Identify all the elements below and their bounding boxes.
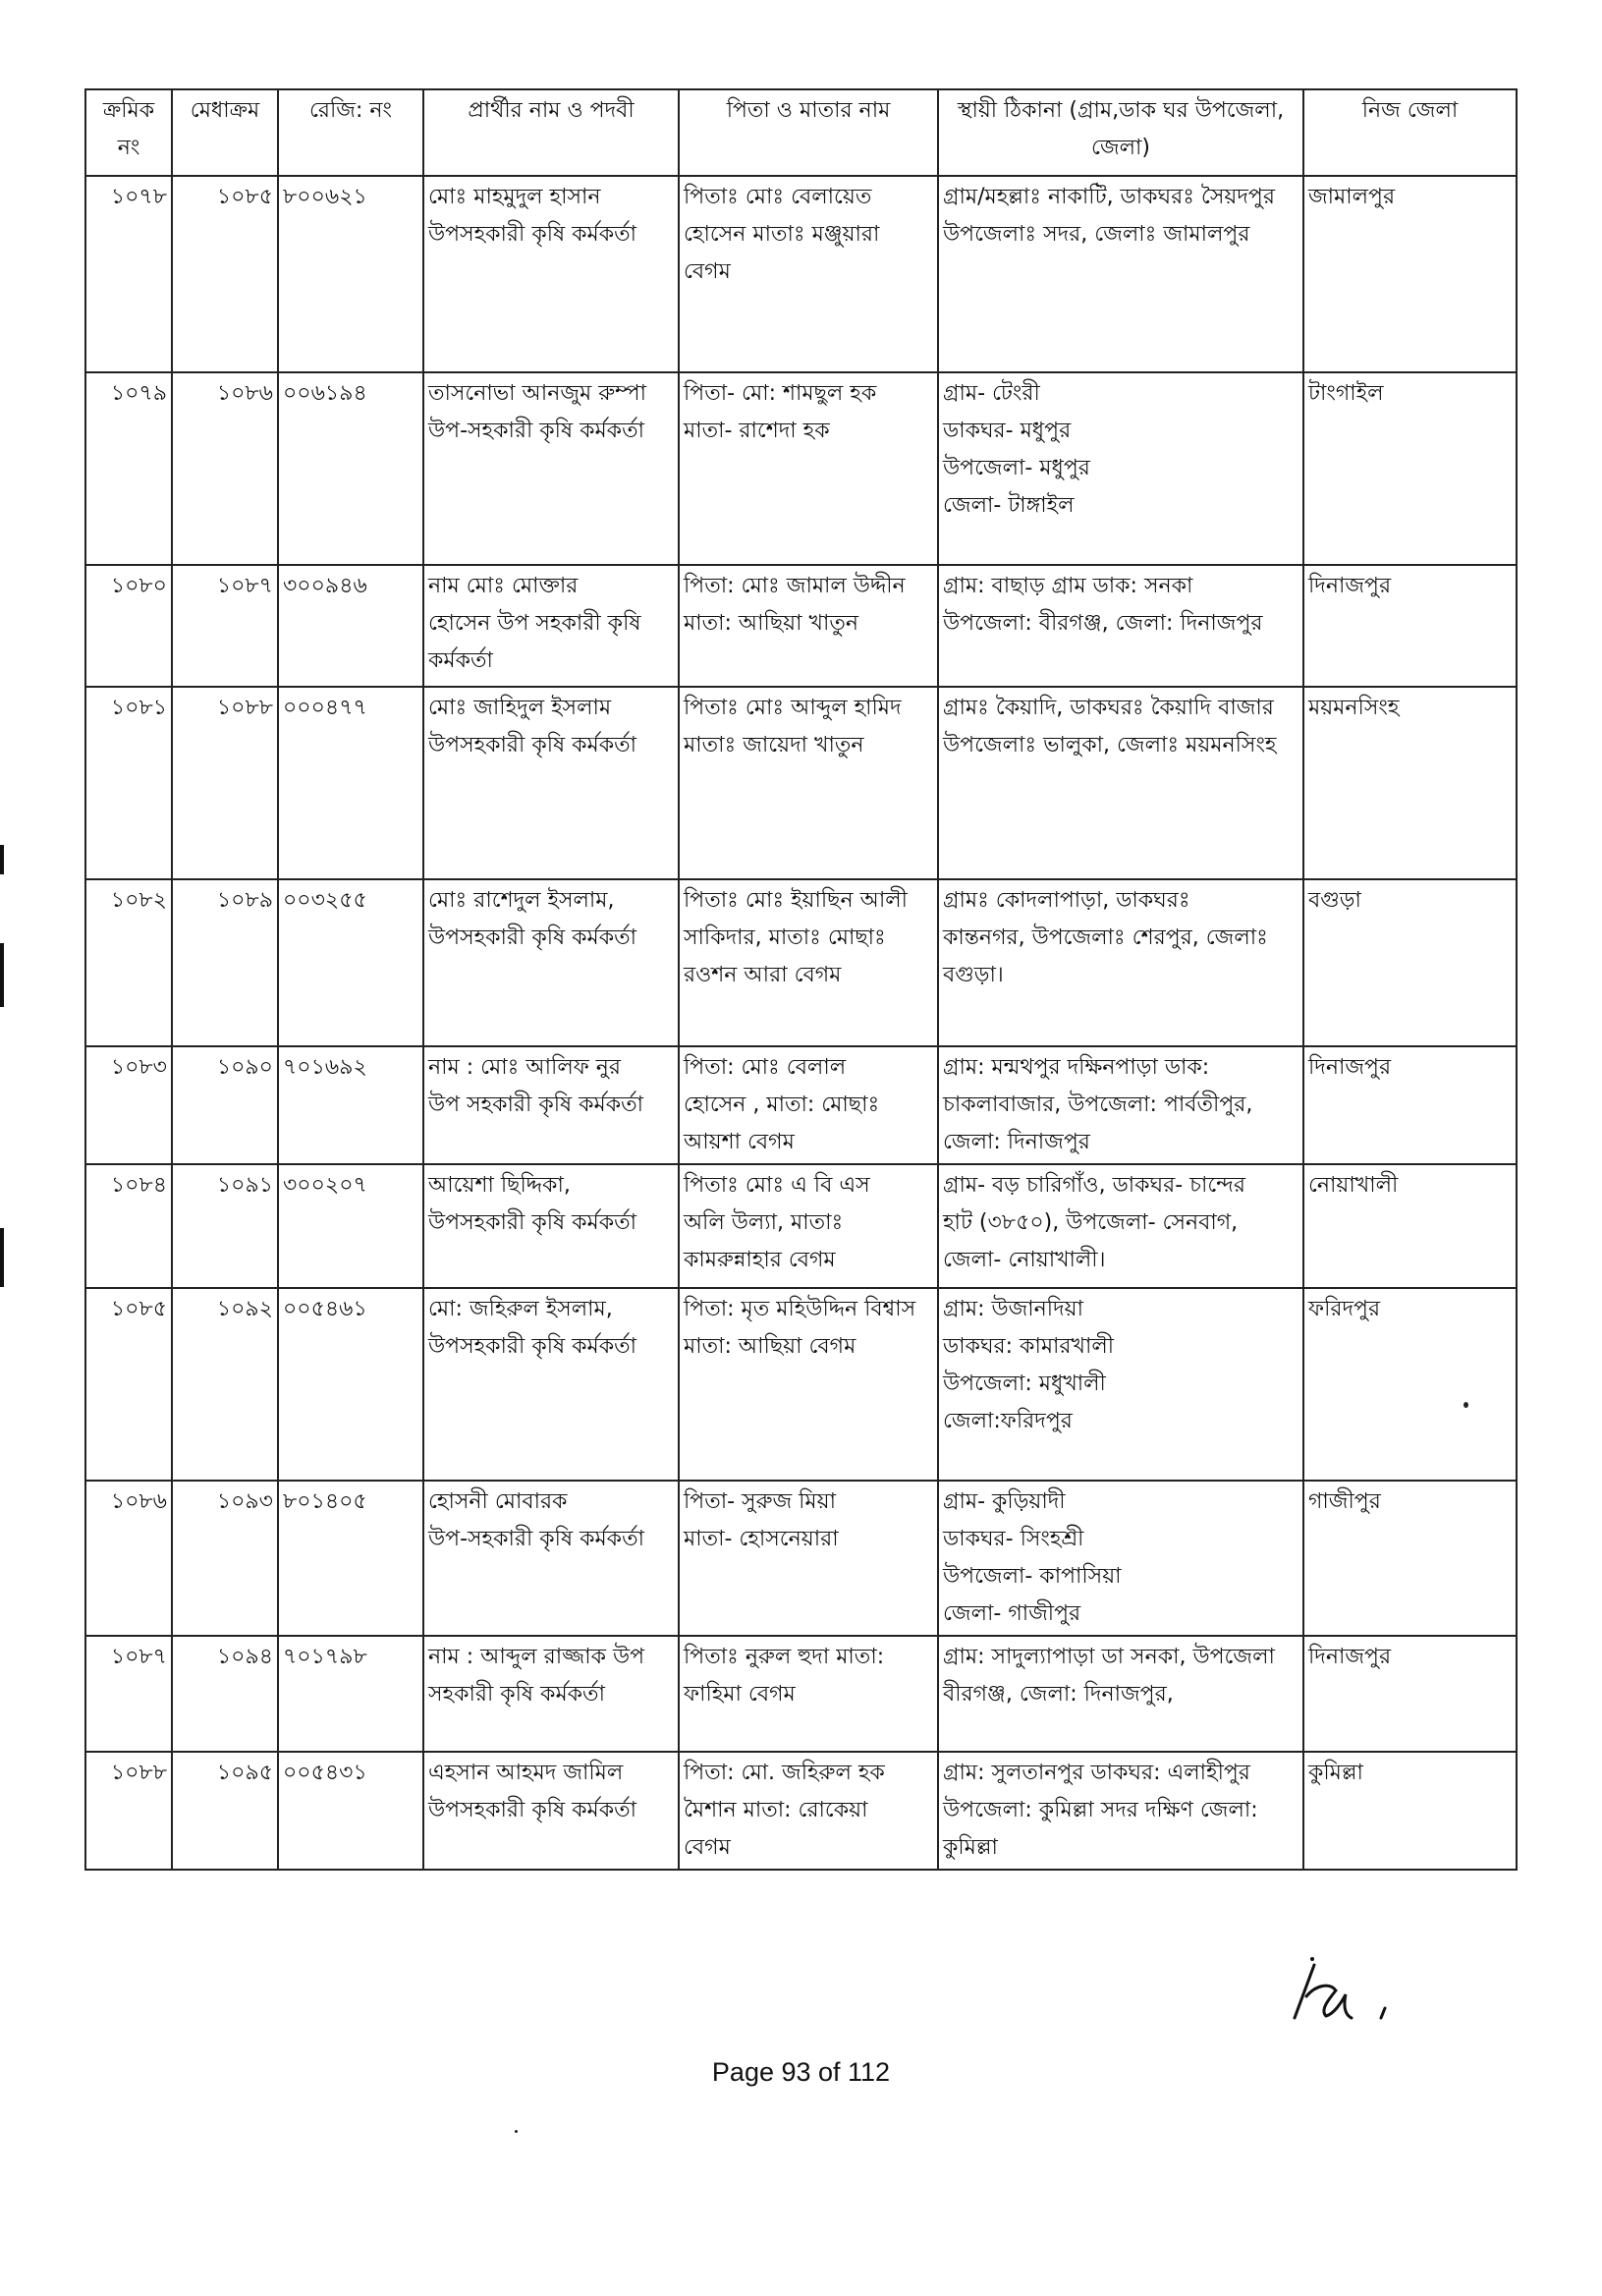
- reg-no-cell: ০০৫৪৩১: [278, 1752, 423, 1870]
- page-number: Page 93 of 112: [711, 2057, 891, 2087]
- parents-cell: পিতা- মো: শামছুল হক মাতা- রাশেদা হক: [679, 372, 938, 565]
- home-district-cell: কুমিল্লা: [1303, 1752, 1517, 1870]
- merit-cell: ১০৮৫: [172, 176, 278, 372]
- reg-no-cell: ৮০০৬২১: [278, 176, 423, 372]
- table-row: [85, 1288, 1517, 1481]
- serial-cell: ১০৭৯: [85, 372, 172, 565]
- home-district-cell: টাংগাইল: [1303, 372, 1517, 565]
- candidate-table: [84, 88, 1518, 1871]
- parents-cell: পিতা: মোঃ বেলাল হোসেন , মাতা: মোছাঃ আয়শা বেগম: [679, 1046, 938, 1164]
- serial-cell: ১০৭৮: [85, 176, 172, 372]
- home-district-cell: ময়মনসিংহ: [1303, 687, 1517, 879]
- candidate-name-cell: আয়েশা ছিদ্দিকা, উপসহকারী কৃষি কর্মকর্তা: [423, 1164, 679, 1288]
- table-row: [85, 176, 1517, 372]
- serial-cell: ১০৮৩: [85, 1046, 172, 1164]
- candidate-name-cell: মোঃ মাহমুদুল হাসান উপসহকারী কৃষি কর্মকর্তা: [423, 176, 679, 372]
- merit-cell: ১০৯৪: [172, 1636, 278, 1752]
- merit-cell: ১০৮৬: [172, 372, 278, 565]
- candidate-name-cell: হোসনী মোবারক উপ-সহকারী কৃষি কর্মকর্তা: [423, 1481, 679, 1636]
- address-cell: গ্রাম: বাছাড় গ্রাম ডাক: সনকা উপজেলা: বীরগঞ্জ, জেলা: দিনাজপুর: [938, 565, 1303, 687]
- parents-cell: পিতাঃ নুরুল হুদা মাতা: ফাহিমা বেগম: [679, 1636, 938, 1752]
- reg-no-cell: ০০৬১৯৪: [278, 372, 423, 565]
- merit-cell: ১০৮৮: [172, 687, 278, 879]
- reg-no-cell: ০০৩২৫৫: [278, 879, 423, 1046]
- merit-cell: ১০৯১: [172, 1164, 278, 1288]
- table-row: [85, 1481, 1517, 1636]
- address-cell: গ্রাম- কুড়িয়াদী ডাকঘর- সিংহশ্রী উপজেলা- কাপাসিয়া জেলা- গাজীপুর: [938, 1481, 1303, 1636]
- serial-cell: ১০৮৭: [85, 1636, 172, 1752]
- parents-cell: পিতাঃ মোঃ এ বি এস অলি উল্যা, মাতাঃ কামরুন্নাহার বেগম: [679, 1164, 938, 1288]
- address-cell: গ্রাম: মন্মথপুর দক্ষিনপাড়া ডাক: চাকলাবাজার, উপজেলা: পার্বতীপুর, জেলা: দিনাজপুর: [938, 1046, 1303, 1164]
- reg-no-cell: ৮০১৪০৫: [278, 1481, 423, 1636]
- address-cell: গ্রামঃ কৈয়াদি, ডাকঘরঃ কৈয়াদি বাজার উপজেলাঃ ভালুকা, জেলাঃ ময়মনসিংহ: [938, 687, 1303, 879]
- merit-cell: ১০৯২: [172, 1288, 278, 1481]
- scan-speck: [1464, 1402, 1468, 1408]
- signature-mark: [1287, 1957, 1434, 2036]
- candidate-name-cell: নাম : মোঃ আলিফ নুর উপ সহকারী কৃষি কর্মকর্তা: [423, 1046, 679, 1164]
- home-district-cell: দিনাজপুর: [1303, 1636, 1517, 1752]
- table-row: [85, 1164, 1517, 1288]
- table-row: [85, 687, 1517, 879]
- address-cell: গ্রাম: উজানদিয়া ডাকঘর: কামারখালী উপজেলা: মধুখালী জেলা:ফরিদপুর: [938, 1288, 1303, 1481]
- table-row: [85, 1752, 1517, 1870]
- home-district-cell: দিনাজপুর: [1303, 1046, 1517, 1164]
- serial-cell: ১০৮৫: [85, 1288, 172, 1481]
- margin-mark: [0, 943, 4, 1007]
- candidate-name-cell: মো: জহিরুল ইসলাম, উপসহকারী কৃষি কর্মকর্তা: [423, 1288, 679, 1481]
- reg-no-cell: ৭০১৭৯৮: [278, 1636, 423, 1752]
- candidate-name-cell: তাসনোভা আনজুম রুম্পা উপ-সহকারী কৃষি কর্মকর্তা: [423, 372, 679, 565]
- table-row: [85, 1046, 1517, 1164]
- reg-no-cell: ৩০০৯৪৬: [278, 565, 423, 687]
- header-name: প্রার্থীর নাম ও পদবী: [423, 89, 679, 176]
- table-row: [85, 1636, 1517, 1752]
- scan-speck: [515, 2130, 518, 2133]
- serial-cell: ১০৮৬: [85, 1481, 172, 1636]
- address-cell: গ্রাম- বড় চারিগাঁও, ডাকঘর- চান্দের হাট (৩৮৫০), উপজেলা- সেনবাগ, জেলা- নোয়াখালী।: [938, 1164, 1303, 1288]
- header-address: স্থায়ী ঠিকানা (গ্রাম,ডাক ঘর উপজেলা, জেলা): [938, 89, 1303, 176]
- merit-cell: ১০৮৯: [172, 879, 278, 1046]
- address-cell: গ্রাম: সুলতানপুর ডাকঘর: এলাহীপুর উপজেলা: কুমিল্লা সদর দক্ষিণ জেলা: কুমিল্লা: [938, 1752, 1303, 1870]
- candidate-name-cell: নাম মোঃ মোক্তার হোসেন উপ সহকারী কৃষি কর্মকর্তা: [423, 565, 679, 687]
- reg-no-cell: ৭০১৬৯২: [278, 1046, 423, 1164]
- margin-mark: [0, 1228, 4, 1287]
- candidate-name-cell: মোঃ রাশেদুল ইসলাম, উপসহকারী কৃষি কর্মকর্তা: [423, 879, 679, 1046]
- serial-cell: ১০৮২: [85, 879, 172, 1046]
- serial-cell: ১০৮৪: [85, 1164, 172, 1288]
- merit-cell: ১০৮৭: [172, 565, 278, 687]
- parents-cell: পিতা: মৃত মহিউদ্দিন বিশ্বাস মাতা: আছিয়া বেগম: [679, 1288, 938, 1481]
- header-serial: ক্রমিক নং: [85, 89, 172, 176]
- table-row: [85, 372, 1517, 565]
- address-cell: গ্রাম/মহল্লাঃ নাকাটি, ডাকঘরঃ সৈয়দপুর উপজেলাঃ সদর, জেলাঃ জামালপুর: [938, 176, 1303, 372]
- home-district-cell: জামালপুর: [1303, 176, 1517, 372]
- address-cell: গ্রাম- টেংরী ডাকঘর- মধুপুর উপজেলা- মধুপুর জেলা- টাঙ্গাইল: [938, 372, 1303, 565]
- parents-cell: পিতা: মো. জহিরুল হক মৈশান মাতা: রোকেয়া বেগম: [679, 1752, 938, 1870]
- reg-no-cell: ০০৫৪৬১: [278, 1288, 423, 1481]
- table-row: [85, 879, 1517, 1046]
- parents-cell: পিতা: মোঃ জামাল উদ্দীন মাতা: আছিয়া খাতুন: [679, 565, 938, 687]
- serial-cell: ১০৮৮: [85, 1752, 172, 1870]
- parents-cell: পিতাঃ মোঃ বেলায়েত হোসেন মাতাঃ মঞ্জুয়ারা বেগম: [679, 176, 938, 372]
- home-district-cell: নোয়াখালী: [1303, 1164, 1517, 1288]
- parents-cell: পিতা- সুরুজ মিয়া মাতা- হোসনেয়ারা: [679, 1481, 938, 1636]
- merit-cell: ১০৯৫: [172, 1752, 278, 1870]
- candidate-name-cell: মোঃ জাহিদুল ইসলাম উপসহকারী কৃষি কর্মকর্তা: [423, 687, 679, 879]
- parents-cell: পিতাঃ মোঃ আব্দুল হামিদ মাতাঃ জায়েদা খাতুন: [679, 687, 938, 879]
- table-row: [85, 565, 1517, 687]
- header-merit: মেধাক্রম: [172, 89, 278, 176]
- serial-cell: ১০৮১: [85, 687, 172, 879]
- reg-no-cell: ০০০৪৭৭: [278, 687, 423, 879]
- home-district-cell: দিনাজপুর: [1303, 565, 1517, 687]
- reg-no-cell: ৩০০২০৭: [278, 1164, 423, 1288]
- merit-cell: ১০৯৩: [172, 1481, 278, 1636]
- parents-cell: পিতাঃ মোঃ ইয়াছিন আলী সাকিদার, মাতাঃ মোছাঃ রওশন আরা বেগম: [679, 879, 938, 1046]
- home-district-cell: ফরিদপুর: [1303, 1288, 1517, 1481]
- table-header-row: [85, 89, 1517, 176]
- candidate-name-cell: এহসান আহমদ জামিল উপসহকারী কৃষি কর্মকর্তা: [423, 1752, 679, 1870]
- candidate-name-cell: নাম : আব্দুল রাজ্জাক উপ সহকারী কৃষি কর্মকর্তা: [423, 1636, 679, 1752]
- margin-mark: [0, 845, 4, 874]
- document-sheet: [84, 88, 1516, 1871]
- address-cell: গ্রামঃ কোদলাপাড়া, ডাকঘরঃ কান্তনগর, উপজেলাঃ শেরপুর, জেলাঃ বগুড়া।: [938, 879, 1303, 1046]
- home-district-cell: বগুড়া: [1303, 879, 1517, 1046]
- home-district-cell: গাজীপুর: [1303, 1481, 1517, 1636]
- header-parents: পিতা ও মাতার নাম: [679, 89, 938, 176]
- header-district: নিজ জেলা: [1303, 89, 1517, 176]
- address-cell: গ্রাম: সাদুল্যাপাড়া ডা সনকা, উপজেলা বীরগঞ্জ, জেলা: দিনাজপুর,: [938, 1636, 1303, 1752]
- merit-cell: ১০৯০: [172, 1046, 278, 1164]
- header-reg: রেজি: নং: [278, 89, 423, 176]
- serial-cell: ১০৮০: [85, 565, 172, 687]
